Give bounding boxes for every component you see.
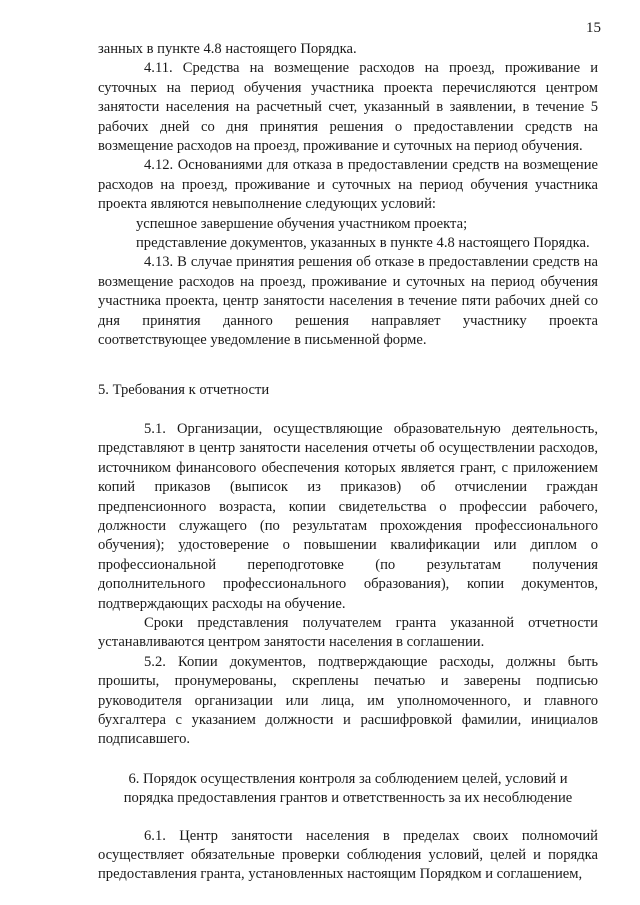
paragraph-4-11: 4.11. Средства на возмещение расходов на проезд, проживание и суточных на период обучения участника проекта перечисляются центром занятости населения на расчетный счет, указанный в заявлении, в течение 5 рабочих дней со дня принятия решения о предоставлении средств на возмещение расходов на проезд, проживание и суточных на период обучения. [98,60,598,155]
section-6-title [98,770,598,809]
paragraph-continuation: занных в пункте 4.8 настоящего Порядка. [98,41,357,57]
paragraph-5-1: 5.1. Организации, осуществляющие образовательную деятельность, представляют в центр занятости населения отчеты об осуществлении расходов, источником финансового обеспечения которых является грант, с приложением копий приказов (выписок из приказов) об отчислении граждан предпенсионного возраста, копии свидетельства о профессии рабочего, должности служащего (по результатам прохождения профессионального обучения); удостоверение о повышении квалификации или диплом о профессиональной переподготовке (по результатам получения дополнительного профессионального образования), копии документов, подтверждающих расходы на обучение. [98,420,598,612]
document-body [98,40,598,885]
condition-item-1: успешное завершение обучения участником проекта; [136,215,468,232]
paragraph-6-1: 6.1. Центр занятости населения в пределах своих полномочий осуществляет обязательные проверки соблюдения условий, целей и порядка предоставления гранта, установленных настоящим Порядком и соглашением, [98,827,598,883]
section-6-title-line-1: 6. Порядок осуществления контроля за соблюдением целей, условий и [128,770,568,787]
paragraph-4-12: 4.12. Основаниями для отказа в предоставлении средств на возмещение расходов на проезд, проживание и суточных на период обучения участника проекта являются невыполнение следующих условий: [98,157,598,213]
paragraph-reporting-deadlines: Сроки представления получателем гранта указанной отчетности устанавливаются центром занятости населения в соглашении. [98,614,598,651]
paragraph-5-2: 5.2. Копии документов, подтверждающие расходы, должны быть прошиты, пронумерованы, скреплены печатью и заверены подписью руководителя организации или лица, им уполномоченного, и главного бухгалтера с указанием должности и расшифровкой фамилии, инициалов подписавшего. [98,653,598,748]
page-number: 15 [586,20,601,36]
section-6-title-line-2: порядка предоставления грантов и ответственность за их несоблюдение [123,790,573,807]
paragraph-4-13: 4.13. В случае принятия решения об отказе в предоставлении средств на возмещение расходов на проезд, проживание и суточных на период обучения участника проекта, центр занятости населения в течение пяти рабочих дней со дня принятия данного решения направляет участнику проекта соответствующее уведомление в письменной форме. [98,254,598,349]
section-5-title: 5. Требования к отчетности [98,381,270,398]
condition-item-2: представление документов, указанных в пункте 4.8 настоящего Порядка. [136,235,590,252]
